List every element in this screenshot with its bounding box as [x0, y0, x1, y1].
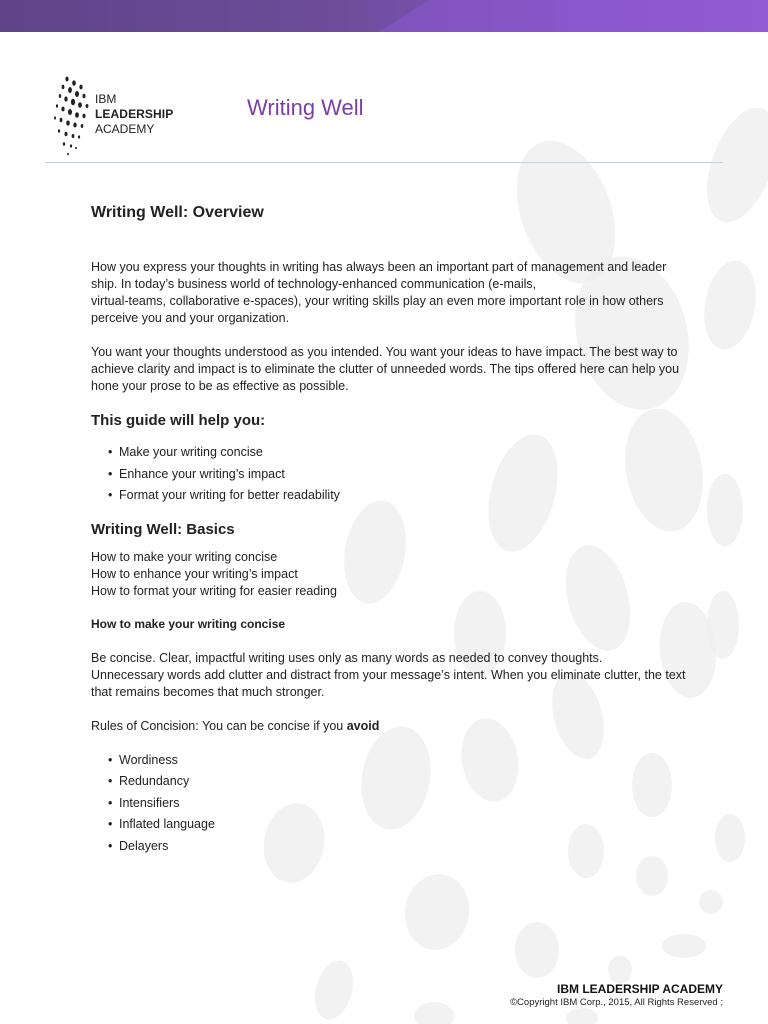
- concise-paragraph-line: Be concise. Clear, impactful writing uses only as many words as needed to convey thoughts.: [91, 650, 603, 665]
- rules-of-concision: [91, 718, 711, 735]
- list-item: • Redundancy: [119, 771, 711, 793]
- footer-org: IBM LEADERSHIP ACADEMY: [556, 982, 723, 996]
- document-body: [91, 204, 711, 857]
- guide-heading: This guide will help you:: [91, 412, 266, 429]
- overview-paragraph-1-line: ship. In today’s business world of technology-enhanced communication (e-mails,: [91, 277, 537, 291]
- concise-heading: How to make your writing concise: [91, 616, 286, 631]
- overview-paragraph-2-line: hone your prose to be as effective as possible.: [91, 379, 349, 393]
- overview-paragraph-1: [91, 259, 711, 327]
- basics-line: How to make your writing concise: [91, 549, 278, 564]
- basics-line: How to enhance your writing’s impact: [91, 566, 298, 581]
- list-item: • Inflated language: [119, 814, 711, 836]
- guide-list: [91, 442, 711, 507]
- list-item: • Make your writing concise: [119, 442, 711, 464]
- footer-copyright: ©Copyright IBM Corp., 2015, All Rights Reserved ;: [510, 997, 723, 1008]
- overview-paragraph-1-line: perceive you and your organization.: [91, 311, 290, 325]
- rules-prefix: Rules of Concision: You can be concise if you: [91, 718, 347, 733]
- list-item: • Delayers: [119, 836, 711, 858]
- list-item: • Enhance your writing’s impact: [119, 464, 711, 486]
- page-footer: [510, 982, 723, 1009]
- header-divider: [45, 162, 723, 163]
- overview-paragraph-2: [91, 344, 711, 395]
- list-item: • Wordiness: [119, 750, 711, 772]
- document-title: Writing Well: [247, 95, 364, 120]
- logo-line-leadership: LEADERSHIP: [95, 107, 174, 121]
- overview-paragraph-2-line: You want your thoughts understood as you intended. You want your ideas to have impact. The best way to: [91, 345, 678, 359]
- rules-emphasis: avoid: [346, 718, 380, 733]
- concise-paragraph-line: that remains becomes that much stronger.: [91, 684, 325, 699]
- basics-lines: [91, 549, 711, 600]
- list-item: • Intensifiers: [119, 793, 711, 815]
- overview-heading: Writing Well: Overview: [91, 204, 264, 221]
- ibm-leadership-academy-logo-icon: [52, 74, 92, 158]
- concision-list: [91, 750, 711, 858]
- overview-paragraph-1-line: How you express your thoughts in writing has always been an important part of management and leader: [91, 260, 667, 274]
- basics-heading: Writing Well: Basics: [91, 520, 235, 538]
- basics-line: How to format your writing for easier reading: [91, 583, 337, 598]
- logo-line-academy: ACADEMY: [95, 122, 155, 136]
- logo-line-ibm: IBM: [95, 92, 117, 106]
- overview-paragraph-2-line: achieve clarity and impact is to eliminate the clutter of unneeded words. The tips offered here can help you: [91, 362, 680, 376]
- concise-paragraph-line: Unnecessary words add clutter and distract from your message’s intent. When you eliminate clutter, the text: [91, 667, 686, 682]
- list-item: • Format your writing for better readability: [119, 485, 711, 507]
- logo-wordmark: [95, 92, 173, 137]
- overview-paragraph-1-line: virtual-teams, collaborative e-spaces), your writing skills play an even more important role in how others: [91, 294, 664, 308]
- concise-paragraph: [91, 650, 711, 701]
